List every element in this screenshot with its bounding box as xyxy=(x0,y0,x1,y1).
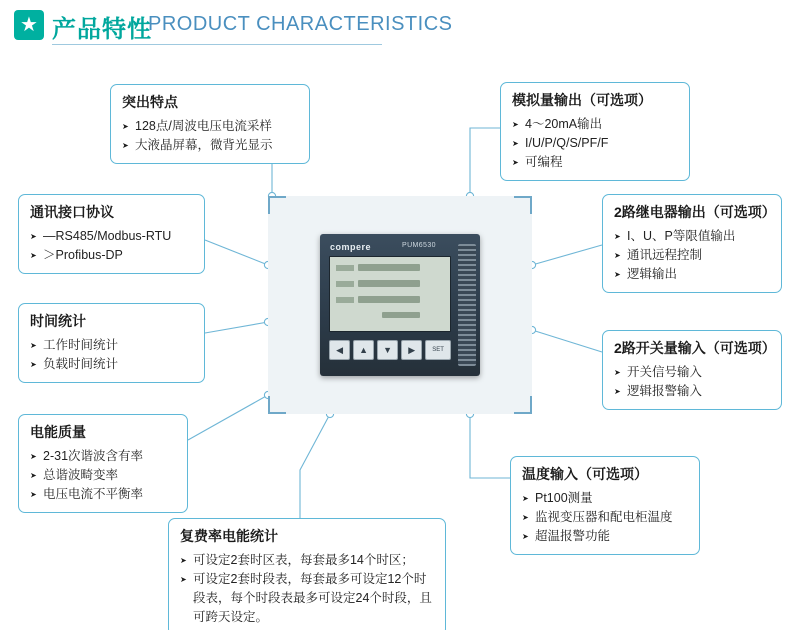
list-item: ➤ I/U/P/Q/S/PF/F xyxy=(512,134,679,153)
callout-title: 温度输入（可选项） xyxy=(522,466,648,482)
list-item: ➤ 电压电流不平衡率 xyxy=(30,485,177,504)
device-lcd-screen xyxy=(329,256,451,332)
callout-list xyxy=(614,363,771,401)
callout-title: 模拟量输出（可选项） xyxy=(512,92,652,108)
page-title: 产品特性 xyxy=(52,16,152,43)
list-item: ➤ 可设定2套时区表，每套最多14个时区； xyxy=(180,551,435,570)
key-set[interactable]: SET xyxy=(425,340,451,360)
key-right[interactable]: ▶ xyxy=(401,340,422,360)
list-item: ➤ 监视变压器和配电柜温度 xyxy=(522,508,689,527)
device-brand-label: compere xyxy=(330,242,372,252)
callout-list xyxy=(512,115,679,172)
list-item: ➤ 大液晶屏幕，微背光显示 xyxy=(122,136,299,155)
callout-title: 2路继电器输出（可选项） xyxy=(614,204,776,220)
frame-corner-top-right xyxy=(514,196,532,214)
callout-list xyxy=(122,117,299,155)
callout-title: 2路开关量输入（可选项） xyxy=(614,340,776,356)
callout-switch-input xyxy=(602,330,782,410)
power-meter-device xyxy=(320,234,480,376)
callout-time-statistics xyxy=(18,303,205,383)
list-item: ➤ 2-31次谐波含有率 xyxy=(30,447,177,466)
callout-list xyxy=(180,551,435,627)
callout-analog-output xyxy=(500,82,690,181)
list-item: ➤ 可编程 xyxy=(512,153,679,172)
callout-temperature-input xyxy=(510,456,700,555)
device-model-label: PUM6530 xyxy=(402,242,436,249)
callout-list xyxy=(614,227,771,284)
device-photo xyxy=(268,196,532,414)
callout-title: 复费率电能统计 xyxy=(180,528,278,544)
list-item: ➤ 总谐波畸变率 xyxy=(30,466,177,485)
callout-list xyxy=(30,336,194,374)
callout-highlights xyxy=(110,84,310,164)
list-item: ➤ 开关信号输入 xyxy=(614,363,771,382)
list-item: ➤ 负载时间统计 xyxy=(30,355,194,374)
list-item: ➤ 超温报警功能 xyxy=(522,527,689,546)
device-vents xyxy=(458,244,476,366)
callout-title: 突出特点 xyxy=(122,94,178,110)
list-item: ➤ Pt100测量 xyxy=(522,489,689,508)
list-item: ➤ 通讯远程控制 xyxy=(614,246,771,265)
list-item: ➤ 可设定2套时段表，每套最多可设定12个时段表，每个时段表最多可设定24个时段，且可跨天设定。 xyxy=(180,570,435,627)
callout-title: 时间统计 xyxy=(30,313,86,329)
callout-title: 电能质量 xyxy=(30,424,86,440)
star-icon: ★ xyxy=(14,10,44,40)
frame-corner-bottom-right xyxy=(514,396,532,414)
list-item: ➤ 工作时间统计 xyxy=(30,336,194,355)
list-item: ➤ —RS485/Modbus-RTU xyxy=(30,227,194,246)
page-subtitle: PRODUCT CHARACTERISTICS xyxy=(148,13,453,35)
callout-tariff-energy xyxy=(168,518,446,630)
callout-list xyxy=(522,489,689,546)
callout-list xyxy=(30,227,194,265)
list-item: ➤ 128点/周波电压电流采样 xyxy=(122,117,299,136)
key-up[interactable]: ▲ xyxy=(353,340,374,360)
frame-corner-bottom-left xyxy=(268,396,286,414)
callout-power-quality xyxy=(18,414,188,513)
list-item: ➤ 逻辑报警输入 xyxy=(614,382,771,401)
list-item: ➤ 逻辑输出 xyxy=(614,265,771,284)
callout-relay-output xyxy=(602,194,782,293)
list-item: ➤ 4～20mA输出 xyxy=(512,115,679,134)
callout-title: 通讯接口协议 xyxy=(30,204,114,220)
frame-corner-top-left xyxy=(268,196,286,214)
device-keypad[interactable] xyxy=(329,340,451,360)
list-item: ➤ I、U、P等限值输出 xyxy=(614,227,771,246)
callout-comm-protocol xyxy=(18,194,205,274)
key-left[interactable]: ◀ xyxy=(329,340,350,360)
key-down[interactable]: ▼ xyxy=(377,340,398,360)
list-item: ➤ ＞Profibus-DP xyxy=(30,246,194,265)
callout-list xyxy=(30,447,177,504)
